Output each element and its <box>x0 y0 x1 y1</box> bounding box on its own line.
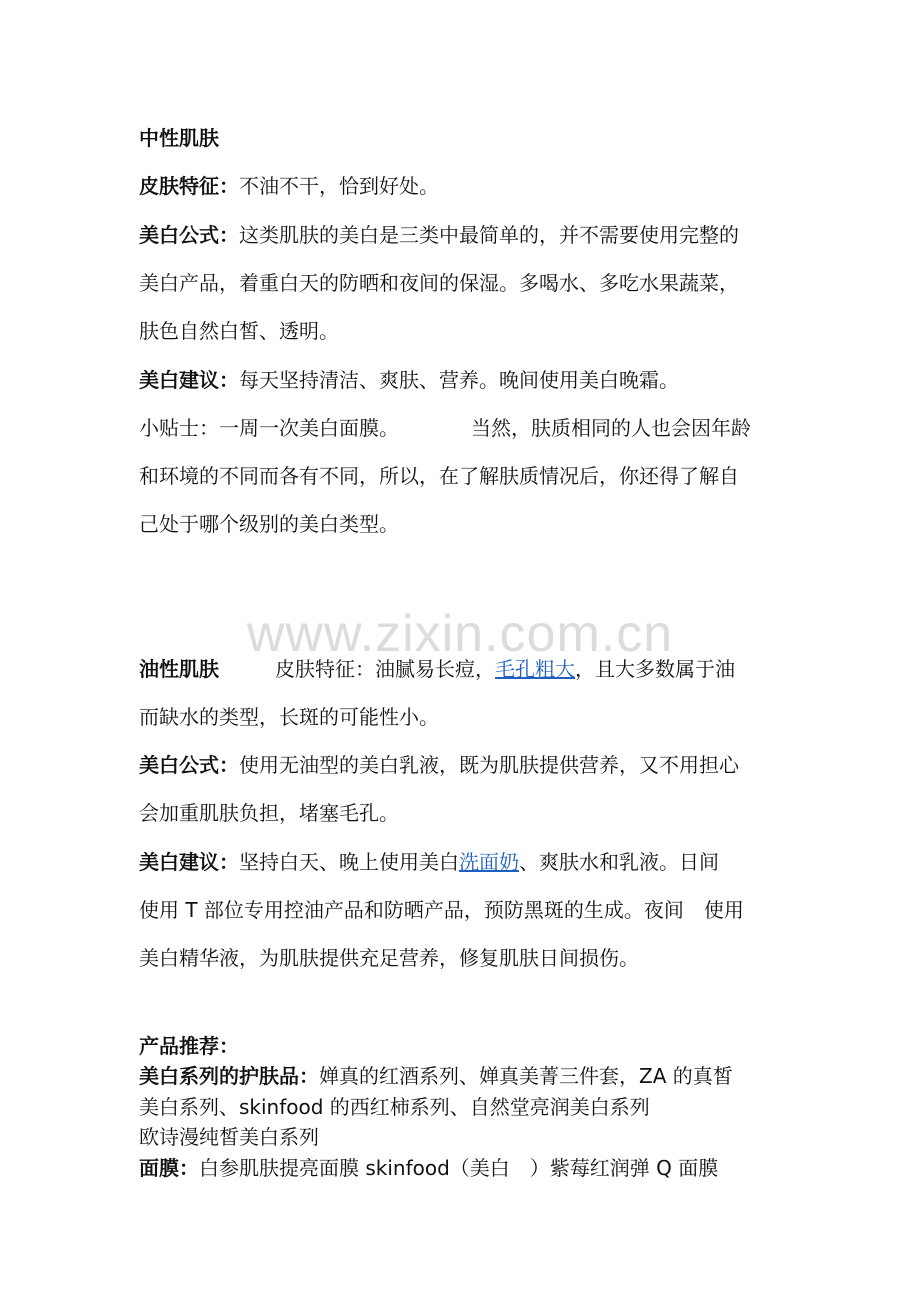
neutral-advice <box>139 366 799 394</box>
products-series-label: 美白系列的护肤品： <box>139 1064 319 1088</box>
oily-advice-line1 <box>139 848 799 876</box>
oily-advice-label: 美白建议： <box>139 850 239 874</box>
neutral-tip-line2: 和环境的不同而各有不同，所以，在了解肤质情况后，你还得了解自 <box>139 464 739 488</box>
neutral-advice-label: 美白建议： <box>139 368 239 392</box>
oily-advice-line2: 使用 T 部位专用控油产品和防晒产品，预防黑斑的生成。夜间 使用 <box>139 898 744 922</box>
neutral-formula-line3: 肤色自然白皙、透明。 <box>139 319 339 343</box>
products-mask-line <box>139 1156 799 1180</box>
oily-formula-line1 <box>139 751 799 779</box>
neutral-formula-line2: 美白产品，着重白天的防晒和夜间的保湿。多喝水、多吃水果蔬菜， <box>139 271 739 295</box>
oily-feature-text-a: 油腻易长痘， <box>375 657 495 681</box>
oily-advice-line3: 美白精华液，为肌肤提供充足营养，修复肌肤日间损伤。 <box>139 946 639 970</box>
products-mask-label: 面膜： <box>139 1156 199 1180</box>
oily-formula-label: 美白公式： <box>139 753 239 777</box>
oily-formula-text: 使用无油型的美白乳液，既为肌肤提供营养，又不用担心 <box>239 753 739 777</box>
products-heading: 产品推荐： <box>139 1034 239 1058</box>
pore-link[interactable]: 毛孔粗大 <box>495 657 575 681</box>
cleanser-link[interactable]: 洗面奶 <box>459 850 519 874</box>
neutral-tip-text: 小贴士：一周一次美白面膜。 <box>139 416 399 440</box>
products-series-line1 <box>139 1064 799 1088</box>
neutral-advice-text: 每天坚持清洁、爽肤、营养。晚间使用美白晚霜。 <box>239 368 679 392</box>
products-series-line3: 欧诗漫纯皙美白系列 <box>139 1125 319 1149</box>
oily-heading: 油性肌肤 <box>139 657 219 681</box>
neutral-formula-line1 <box>139 221 799 249</box>
neutral-formula-label: 美白公式： <box>139 223 239 247</box>
products-series-line2: 美白系列、skinfood 的西红柿系列、自然堂亮润美白系列 <box>139 1095 650 1119</box>
neutral-tip-text2: 当然，肤质相同的人也会因年龄 <box>471 416 751 440</box>
oily-feature-label: 皮肤特征： <box>275 657 375 681</box>
neutral-feature-text: 不油不干，恰到好处。 <box>239 174 439 198</box>
products-series-text: 婵真的红酒系列、婵真美菁三件套，ZA 的真皙 <box>319 1064 733 1088</box>
oily-feature-text-b: ，且大多数属于油 <box>575 657 735 681</box>
neutral-tip-line1 <box>139 414 799 442</box>
neutral-feature-label: 皮肤特征： <box>139 174 239 198</box>
oily-advice-text-a: 坚持白天、晚上使用美白 <box>239 850 459 874</box>
oily-heading-line <box>139 655 799 683</box>
oily-advice-text-b: 、爽肤水和乳液。日间 <box>519 850 719 874</box>
neutral-tip-line3: 己处于哪个级别的美白类型。 <box>139 512 399 536</box>
neutral-heading: 中性肌肤 <box>139 126 219 150</box>
oily-feature-line2: 而缺水的类型，长斑的可能性小。 <box>139 705 439 729</box>
products-mask-text: 白参肌肤提亮面膜 skinfood（美白 ）紫莓红润弹 Q 面膜 <box>199 1156 719 1180</box>
watermark: www.zixin.com.cn <box>246 605 674 663</box>
neutral-formula-text: 这类肌肤的美白是三类中最简单的，并不需要使用完整的 <box>239 223 739 247</box>
oily-formula-line2: 会加重肌肤负担，堵塞毛孔。 <box>139 801 399 825</box>
neutral-feature <box>139 172 799 200</box>
